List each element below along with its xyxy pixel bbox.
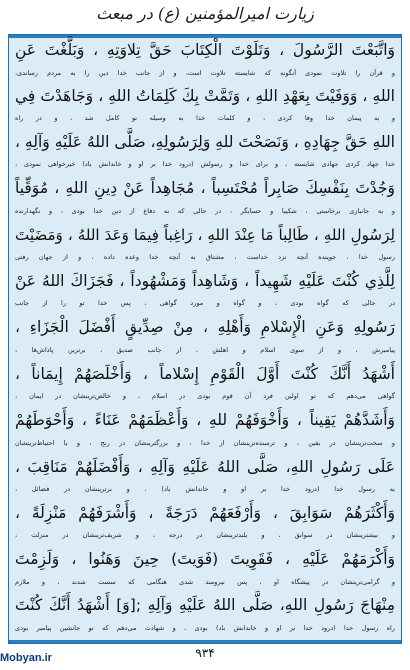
persian-line-3: خدا جهاد کردی جهادی شایسته ، و برای خدا و رسولش (درود خدا بر او و خاندانش باد) خیرخواهی نمودی ،: [15, 160, 395, 168]
arabic-line-11: وَأَكْثَرَهُمْ سَوَابِقَ ، وَأَرْفَعَهُمْ دَرَجَةً ، وَأَشْرَفَهُمْ مَنْزِلَةً ،: [15, 504, 395, 522]
arabic-line-9: وَأَشَدَّهُمْ يَقِيناً ، وَأَخْوَفَهُمْ للهِ ، وَأَعْظَمَهُمْ عَنَاءً ، وَأَحْوَطَهُمْ: [15, 411, 395, 429]
arabic-line-2: اللهِ ، وَوَفَيْتَ بِعَهْدِ اللهِ ، وَتَمَّتْ بِكَ كَلِمَاتُ اللهِ ، وَجَاهَدْتَ فِي: [15, 87, 395, 105]
frame-bottom-border: [9, 640, 401, 643]
persian-line-7: پیامبرش ، و از سوی اسلام و اهلش ، از جانب صدیق ، برترین پاداش‌ها ،: [15, 346, 395, 354]
site-watermark: Mobyan.ir: [0, 652, 52, 664]
persian-line-11: و بیشترینشان در سوابق ، و بلندترینشان در درجه ، و شریف‌ترینشان در منزلت ،: [15, 531, 395, 539]
arabic-line-10: عَلَى رَسُولِ اللهِ، صَلَّى اللهُ عَلَيْهِ وَآلِهِ ، وَأَفْضَلَهُمْ مَنَاقِبَ ،: [15, 458, 395, 476]
persian-line-9: و سخت‌ترینشان در یقین ، و ترسنده‌ترینشان از خدا ، و بزرگترینشان در رنج ، و با احتیاط‌ترینشان: [15, 439, 395, 447]
persian-line-5: رسول خدا ، جوینده آنچه نزد خداست ، مشتاق به آنچه خدا وعده داده ، و از جهان رفتی: [15, 253, 395, 261]
persian-line-2: و به پیمان خدا وفا کردی ، و کلمات خدا به وسیله تو کامل شد ، و در راه: [15, 114, 395, 122]
arabic-line-7: رَسُولِهِ وَعَنِ الْإِسْلامِ وَأَهْلِهِ ، مِنْ صِدِّيقٍ أَفْضَلَ الْجَزَاءِ ،: [15, 318, 395, 336]
persian-line-1: و قرآن را تلاوت نمودی آنگونه که شایسته تلاوت است، و از جانب خدا دین را به مردم رساندی،: [15, 69, 395, 77]
arabic-line-1: وَاتَّبَعْتَ الرَّسُولَ ، وَتَلَوْتَ الْكِتَابَ حَقَّ تِلاوَتِهِ ، وَبَلَّغْتَ عَنِ: [15, 41, 395, 59]
arabic-line-8: أَشْهَدُ أَنَّكَ كُنْتَ أَوَّلَ الْقَوْمِ إِسْلاماً ، وَأَخْلَصَهُمْ إِيمَاناً ،: [15, 365, 395, 383]
page-title: زیارت امیرالمؤمنین (ع) در مبعث: [96, 4, 314, 23]
persian-line-12: و گرامی‌ترینشان در پیشگاه او ، پس نیرومند شدی هنگامی که سست شدند ، و ملازم: [15, 578, 395, 586]
frame-top-border: [9, 35, 401, 38]
persian-line-8: گواهی می‌دهم که تو اولین فرد آن قوم بودی در اسلام ، و خالص‌ترینشان در ایمان ،: [15, 392, 395, 400]
arabic-line-4: وَجُدْتَ بِنَفْسِكَ صَابِراً مُحْتَسِباً ، مُجَاهِداً عَنْ دِينِ اللهِ ، مُوَقِّياً: [15, 179, 395, 197]
page-header: [0, 0, 410, 34]
persian-line-6: در حالی که گواه بودی ، و گواه و مورد گواهی ، پس خدا تو را از جانب: [15, 299, 395, 307]
persian-line-4: و به جانبازی برخاستی ، شکیبا و حسابگر ، در حالی که به دفاع از دین خدا بودی ، و نگهدارنده: [15, 207, 395, 215]
persian-line-10: به رسول خدا (درود خدا بر او و خاندانش باد) ، و برترینشان در فضائل ،: [15, 485, 395, 493]
persian-line-13: راه رسول خدا (درود خدا بر او و خاندانش باد) بودی ، و شهادت می‌دهم که تو جانشین پیامبر بودی: [15, 624, 395, 632]
page-number: ۹۳۴: [195, 646, 215, 660]
arabic-line-6: لِلَّذِي كُنْتَ عَلَيْهِ شَهِيداً ، وَشَاهِداً وَمَشْهُوداً ، فَجَزَاكَ اللهُ عَنْ: [15, 272, 395, 290]
text-frame: [8, 34, 402, 644]
arabic-line-5: لِرَسُولِ اللهِ ، طَالِباً مَا عِنْدَ اللهِ ، رَاغِباً فِيمَا وَعَدَ اللهُ ، وَمَضَيْتَ: [15, 226, 395, 244]
arabic-line-3: اللهِ حَقَّ جِهَادِهِ ، وَنَصَحْتَ للهِ وَلِرَسُولِهِ، صَلَّى اللهُ عَلَيْهِ وَآلِهِ ،: [15, 133, 395, 151]
arabic-line-13: مِنْهَاجَ رَسُولِ اللهِ، صَلَّى اللهُ عَلَيْهِ وَآلِهِ ;[وَ] أَشْهَدُ أَنَّكَ كُنْتَ: [15, 596, 395, 614]
arabic-line-12: وَأَكْرَمَهُمْ عَلَيْهِ ، فَقَوِيتَ (فَوَيتَ) حِينَ وَهَنُوا ، وَلَزِمْتَ: [15, 550, 395, 568]
